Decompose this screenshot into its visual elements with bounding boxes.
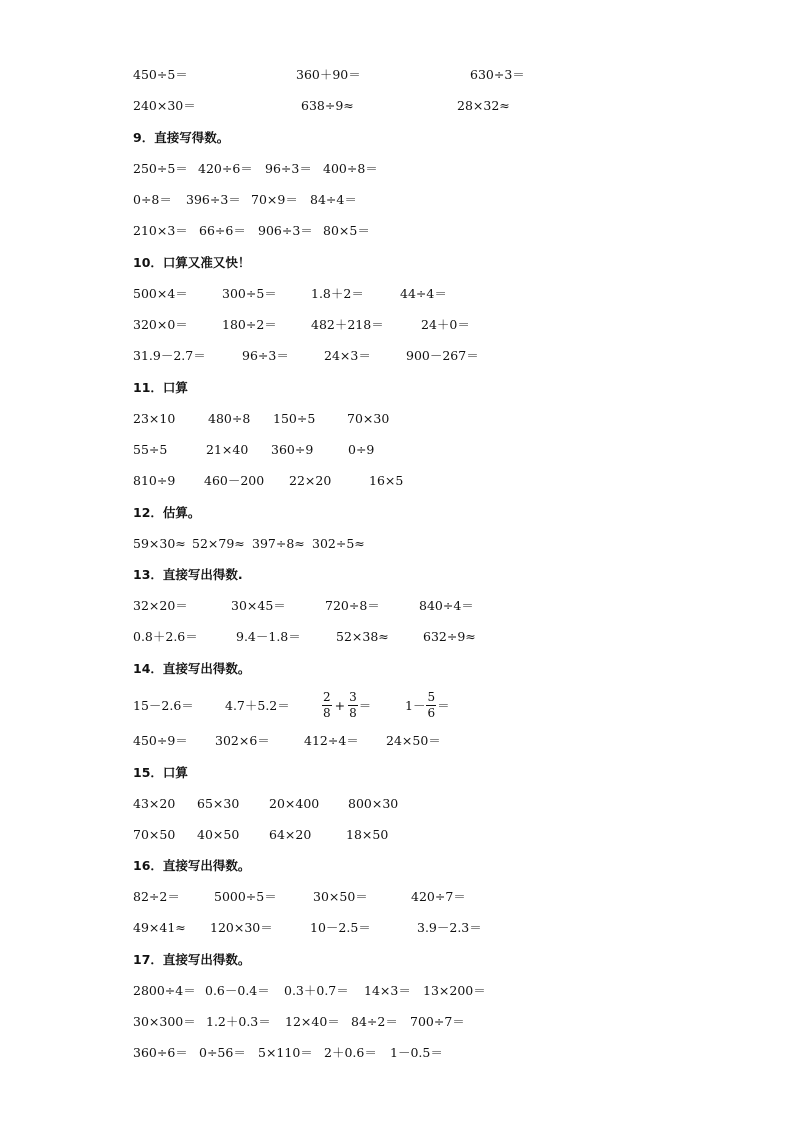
expression: 70×9＝ bbox=[251, 192, 298, 207]
expression: 320×0＝ bbox=[133, 317, 188, 332]
expression: 400÷8＝ bbox=[323, 161, 378, 176]
expression: 396÷3＝ bbox=[186, 192, 241, 207]
expression: 9.4－1.8＝ bbox=[236, 629, 301, 644]
expression: 14×3＝ bbox=[364, 983, 411, 998]
expression: 300÷5＝ bbox=[222, 286, 277, 301]
problem-row bbox=[0, 824, 794, 846]
expression: 64×20 bbox=[269, 827, 312, 842]
expression: 360÷9 bbox=[271, 442, 314, 457]
problem-row bbox=[0, 408, 794, 430]
denominator: 8 bbox=[323, 705, 331, 720]
expression: 30×300＝ bbox=[133, 1014, 196, 1029]
expression: 96÷3＝ bbox=[242, 348, 289, 363]
expression: 10－2.5＝ bbox=[310, 920, 371, 935]
expression: 120×30＝ bbox=[210, 920, 273, 935]
expression: 82÷2＝ bbox=[133, 889, 180, 904]
expression: 1.2＋0.3＝ bbox=[206, 1014, 271, 1029]
expression: 66÷6＝ bbox=[199, 223, 246, 238]
numerator: 5 bbox=[427, 689, 436, 704]
problem-row bbox=[0, 685, 794, 725]
expression: 40×50 bbox=[197, 827, 240, 842]
problem-row bbox=[0, 439, 794, 461]
expression: 24×3＝ bbox=[324, 348, 371, 363]
expression: 810÷9 bbox=[133, 473, 176, 488]
expression: 0.6－0.4＝ bbox=[205, 983, 270, 998]
expression: 302×6＝ bbox=[215, 733, 270, 748]
expression: 43×20 bbox=[133, 796, 176, 811]
problem-row bbox=[0, 64, 794, 86]
expression: 0.3＋0.7＝ bbox=[284, 983, 349, 998]
problem-row bbox=[0, 158, 794, 180]
expression: 44÷4＝ bbox=[400, 286, 447, 301]
expression: 360＋90＝ bbox=[296, 67, 361, 82]
fraction bbox=[322, 690, 332, 721]
expression: 30×50＝ bbox=[313, 889, 368, 904]
expression: 482＋218＝ bbox=[311, 317, 384, 332]
fraction bbox=[348, 690, 358, 721]
problem-row bbox=[0, 980, 794, 1002]
expression: 22×20 bbox=[289, 473, 332, 488]
expression: 55÷5 bbox=[133, 442, 168, 457]
problem-row bbox=[0, 793, 794, 815]
problem-heading: 14．直接写出得数。 bbox=[133, 661, 251, 676]
numerator: 2 bbox=[323, 689, 331, 704]
expression: 0÷8＝ bbox=[133, 192, 172, 207]
problem-row bbox=[0, 595, 794, 617]
expression: 52×38≈ bbox=[336, 629, 389, 644]
expression: 84÷4＝ bbox=[310, 192, 357, 207]
whole-part: 1－ bbox=[405, 698, 426, 713]
problem-heading: 12．估算。 bbox=[133, 505, 201, 520]
expression: 52×79≈ bbox=[192, 536, 245, 551]
fraction bbox=[426, 690, 436, 721]
problem-row bbox=[0, 283, 794, 305]
expression: 700÷7＝ bbox=[410, 1014, 465, 1029]
problem-row bbox=[0, 1011, 794, 1033]
plus-sign: + bbox=[334, 697, 346, 713]
expression: 12×40＝ bbox=[285, 1014, 340, 1029]
problem-row bbox=[0, 95, 794, 117]
expression: 20×400 bbox=[269, 796, 320, 811]
expression: 15－2.6＝ bbox=[133, 698, 194, 713]
denominator: 6 bbox=[427, 705, 436, 720]
expression: 906÷3＝ bbox=[258, 223, 313, 238]
problem-heading: 11．口算 bbox=[133, 380, 188, 395]
expression: 450÷9＝ bbox=[133, 733, 188, 748]
expression: 0.8＋2.6＝ bbox=[133, 629, 198, 644]
expression: 4.7＋5.2＝ bbox=[225, 698, 290, 713]
problem-row bbox=[0, 917, 794, 939]
expression: 397÷8≈ bbox=[252, 536, 305, 551]
expression: 1.8＋2＝ bbox=[311, 286, 364, 301]
problem-row bbox=[0, 533, 794, 555]
expression: 21×40 bbox=[206, 442, 249, 457]
expression: 0÷56＝ bbox=[199, 1045, 246, 1060]
equals-sign: ＝ bbox=[437, 698, 450, 713]
problem-row bbox=[0, 1042, 794, 1064]
expression: 59×30≈ bbox=[133, 536, 186, 551]
expression: 450÷5＝ bbox=[133, 67, 188, 82]
expression: 302÷5≈ bbox=[312, 536, 365, 551]
expression: 800×30 bbox=[348, 796, 399, 811]
expression: 5000÷5＝ bbox=[214, 889, 277, 904]
expression: 49×41≈ bbox=[133, 920, 186, 935]
expression: 16×5 bbox=[369, 473, 404, 488]
problem-heading: 13．直接写出得数. bbox=[133, 567, 243, 582]
problem-row bbox=[0, 626, 794, 648]
expression: 840÷4＝ bbox=[419, 598, 474, 613]
fraction-expression bbox=[405, 685, 450, 725]
expression: 460－200 bbox=[204, 473, 265, 488]
expression: 900－267＝ bbox=[406, 348, 479, 363]
expression: 720÷8＝ bbox=[325, 598, 380, 613]
expression: 1－0.5＝ bbox=[390, 1045, 443, 1060]
expression: 24×50＝ bbox=[386, 733, 441, 748]
problem-row bbox=[0, 189, 794, 211]
problem-row bbox=[0, 345, 794, 367]
expression: 23×10 bbox=[133, 411, 176, 426]
expression: 0÷9 bbox=[348, 442, 375, 457]
problem-row bbox=[0, 470, 794, 492]
expression: 32×20＝ bbox=[133, 598, 188, 613]
expression: 210×3＝ bbox=[133, 223, 188, 238]
problem-heading: 16．直接写出得数。 bbox=[133, 858, 251, 873]
expression: 638÷9≈ bbox=[301, 98, 354, 113]
expression: 13×200＝ bbox=[423, 983, 486, 998]
expression: 70×50 bbox=[133, 827, 176, 842]
numerator: 3 bbox=[349, 689, 357, 704]
problem-heading: 10．口算又准又快！ bbox=[133, 255, 251, 270]
fraction-expression bbox=[321, 685, 371, 725]
expression: 632÷9≈ bbox=[423, 629, 476, 644]
expression: 240×30＝ bbox=[133, 98, 196, 113]
problem-heading: 17．直接写出得数。 bbox=[133, 952, 251, 967]
expression: 84÷2＝ bbox=[351, 1014, 398, 1029]
expression: 412÷4＝ bbox=[304, 733, 359, 748]
problem-row bbox=[0, 220, 794, 242]
expression: 80×5＝ bbox=[323, 223, 370, 238]
expression: 500×4＝ bbox=[133, 286, 188, 301]
expression: 420÷6＝ bbox=[198, 161, 253, 176]
expression: 65×30 bbox=[197, 796, 240, 811]
expression: 180÷2＝ bbox=[222, 317, 277, 332]
expression: 250÷5＝ bbox=[133, 161, 188, 176]
denominator: 8 bbox=[349, 705, 357, 720]
expression: 480÷8 bbox=[208, 411, 251, 426]
expression: 630÷3＝ bbox=[470, 67, 525, 82]
problem-row bbox=[0, 730, 794, 752]
expression: 5×110＝ bbox=[258, 1045, 313, 1060]
expression: 2＋0.6＝ bbox=[324, 1045, 377, 1060]
problem-heading: 15．口算 bbox=[133, 765, 188, 780]
expression: 420÷7＝ bbox=[411, 889, 466, 904]
expression: 2800÷4＝ bbox=[133, 983, 196, 998]
expression: 28×32≈ bbox=[457, 98, 510, 113]
equals-sign: ＝ bbox=[358, 698, 372, 713]
expression: 24＋0＝ bbox=[421, 317, 470, 332]
problem-heading: 9．直接写得数。 bbox=[133, 130, 230, 145]
expression: 150÷5 bbox=[273, 411, 316, 426]
expression: 3.9－2.3＝ bbox=[417, 920, 482, 935]
problem-row bbox=[0, 314, 794, 336]
expression: 360÷6＝ bbox=[133, 1045, 188, 1060]
expression: 18×50 bbox=[346, 827, 389, 842]
problem-row bbox=[0, 886, 794, 908]
expression: 31.9－2.7＝ bbox=[133, 348, 206, 363]
expression: 70×30 bbox=[347, 411, 390, 426]
expression: 96÷3＝ bbox=[265, 161, 312, 176]
expression: 30×45＝ bbox=[231, 598, 286, 613]
